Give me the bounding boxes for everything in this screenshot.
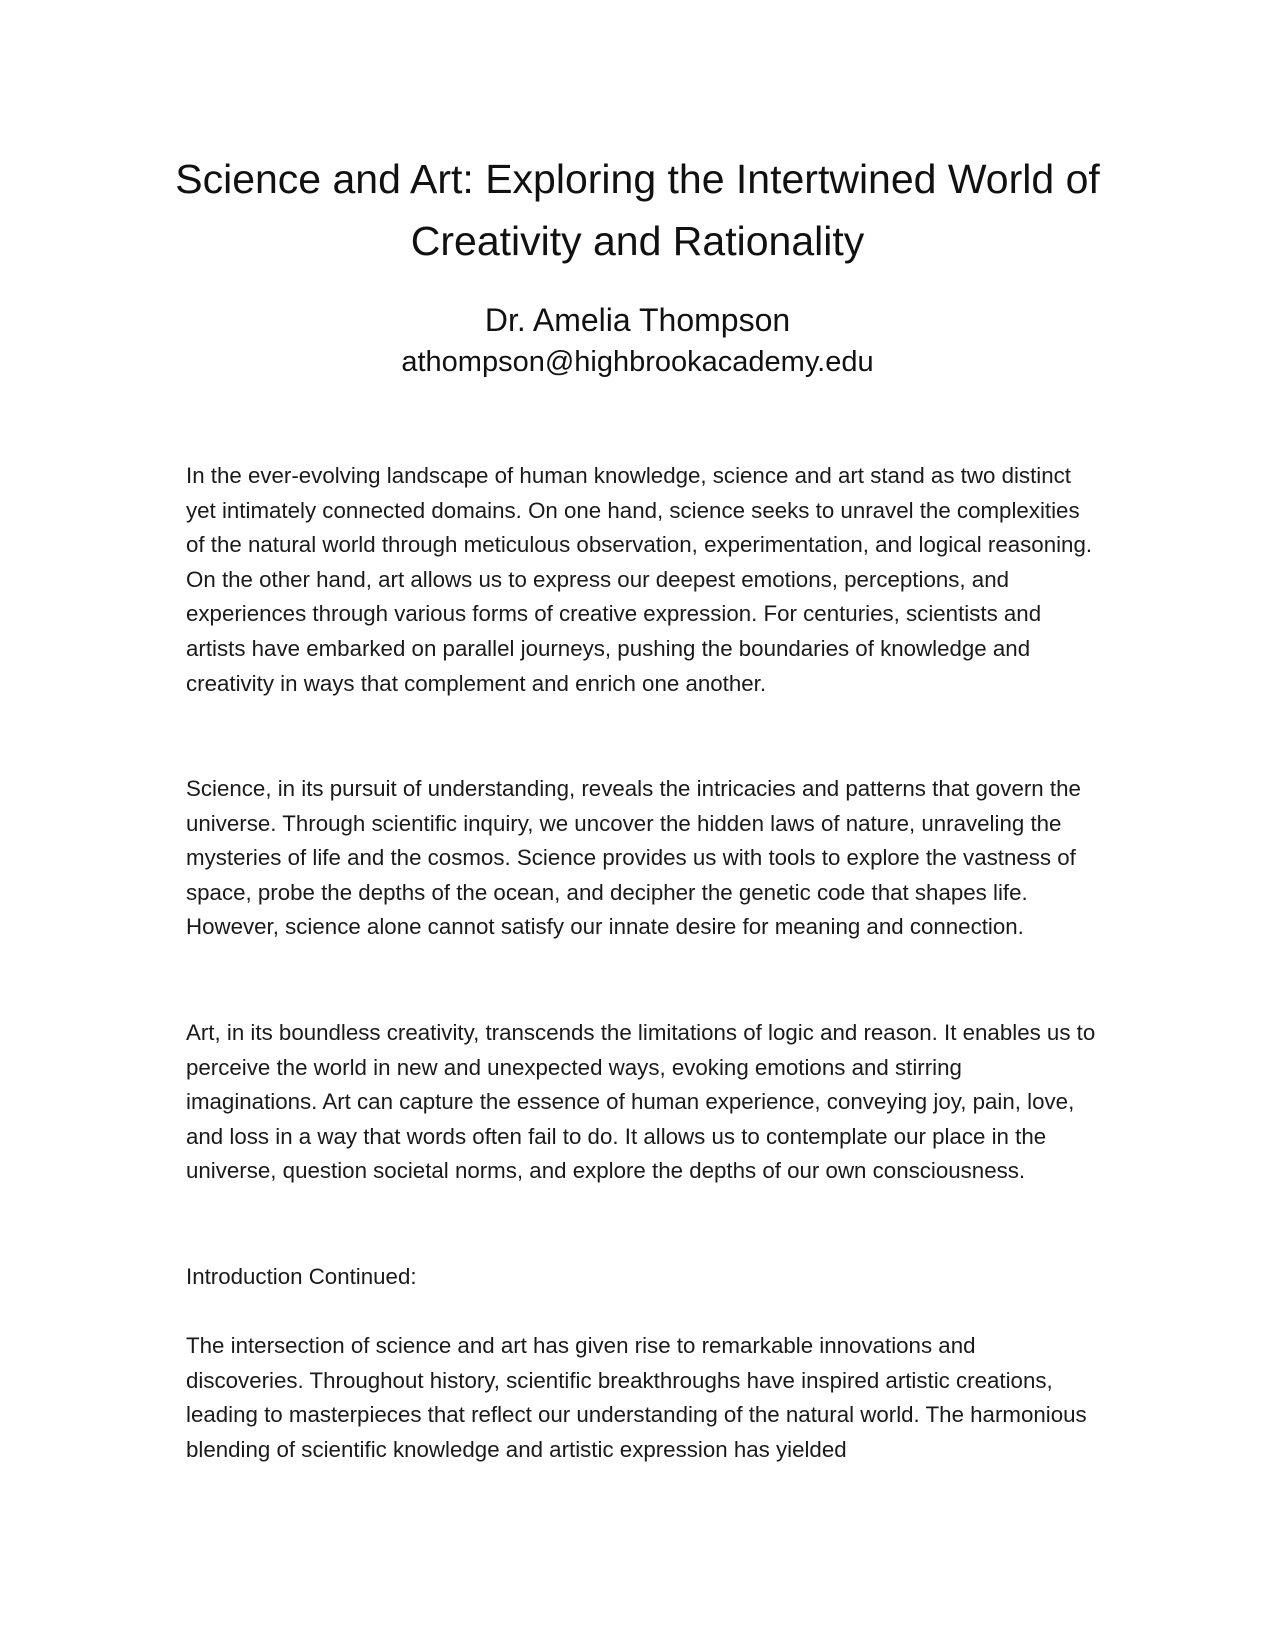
paragraph-science: Science, in its pursuit of understanding, reveals the intricacies and patterns that govern the universe. Through scientific inquiry, we uncover the hidden laws of nature, unraveling the mysteries of life and the cosmos. Science provides us with tools to explore the vastness of space, probe the depths of the ocean, and decipher the genetic code that shapes life. However, science alone cannot satisfy our innate desire for meaning and connection.	[186, 776, 1081, 940]
paragraph-art: Art, in its boundless creativity, transcends the limitations of logic and reason. It enables us to perceive the world in new and unexpected ways, evoking emotions and stirring imaginations. Art can capture the essence of human experience, conveying joy, pain, love, and loss in a way that words often fail to do. It allows us to contemplate our place in the universe, question societal norms, and explore the depths of our own consciousness.	[186, 1020, 1096, 1184]
paragraph-intro: In the ever-evolving landscape of human knowledge, science and art stand as two distinct yet intimately connected domains. On one hand, science seeks to unravel the complexities of the natural world through meticulous observation, experimentation, and logical reasoning. On the other hand, art allows us to express our deepest emotions, perceptions, and experiences through various forms of creative expression. For centuries, scientists and artists have embarked on parallel journeys, pushing the boundaries of knowledge and creativity in ways that complement and enrich one another.	[186, 463, 1093, 696]
author-name: Dr. Amelia Thompson	[484, 302, 791, 338]
paragraph-intersection: The intersection of science and art has given rise to remarkable innovations and discoveries. Throughout history, scientific breakthroughs have inspired artistic creations, leading to masterpieces that reflect our understanding of the natural world. The harmonious blending of scientific knowledge and artistic expression has yielded	[186, 1333, 1087, 1462]
author-email: athompson@highbrookacademy.edu	[401, 346, 874, 378]
document-title: Science and Art: Exploring the Intertwined World of Creativity and Rationality	[175, 156, 1100, 264]
section-heading-introduction-continued: Introduction Continued:	[186, 1264, 417, 1289]
